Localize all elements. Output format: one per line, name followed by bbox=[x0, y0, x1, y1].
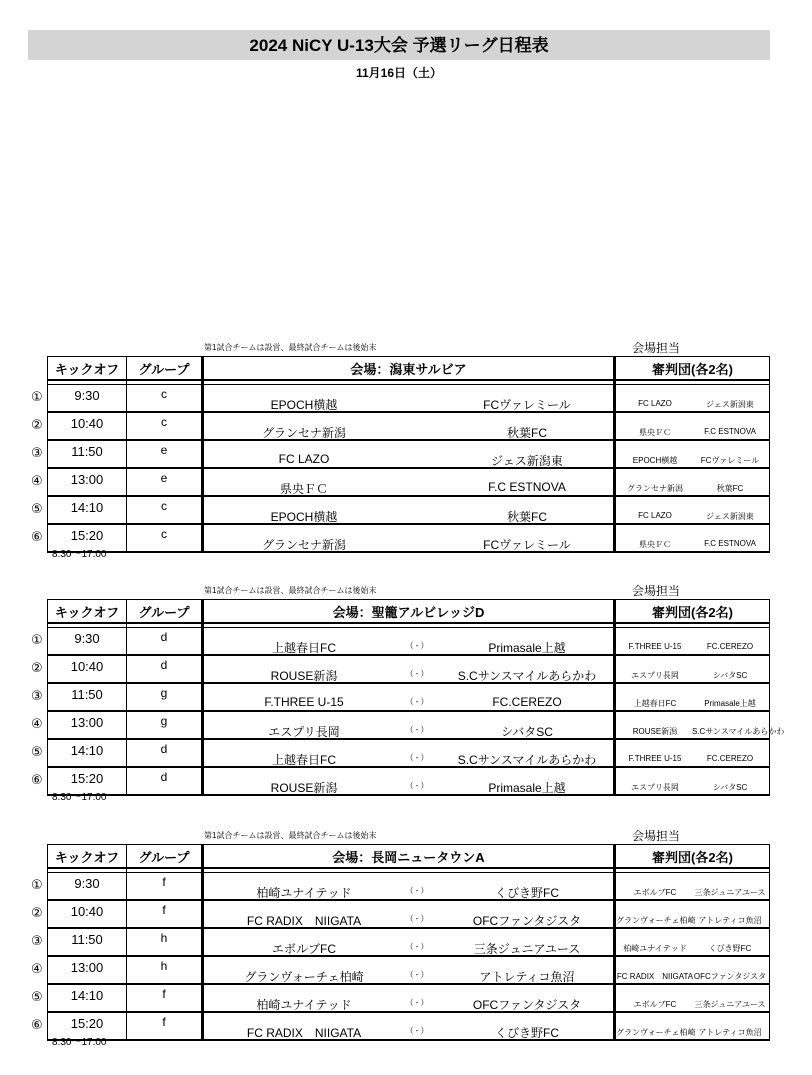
referee-team-1: エボルブFC bbox=[633, 888, 677, 897]
group-letter: h bbox=[127, 956, 203, 984]
referee-team-1: F.THREE U-15 bbox=[628, 754, 682, 763]
kickoff-time: 14:10 bbox=[48, 496, 127, 524]
match-number: ③ bbox=[31, 688, 43, 703]
away-team: FCヴァレミール bbox=[483, 538, 571, 552]
referee-team-1: グランヴォーチェ柏崎 bbox=[616, 916, 696, 925]
home-team: 県央ＦＣ bbox=[279, 482, 328, 496]
score-placeholder: （ - ） bbox=[405, 942, 429, 951]
kickoff-time: 13:00 bbox=[48, 468, 127, 496]
home-team: F.THREE U-15 bbox=[264, 695, 344, 709]
setup-note: 第1試合チームは設営、最終試合チームは後始末 bbox=[204, 343, 377, 352]
header-kickoff: キックオフ bbox=[48, 600, 127, 624]
group-letter: c bbox=[127, 496, 203, 524]
referee-cell bbox=[615, 524, 770, 552]
match-row bbox=[48, 739, 770, 767]
referee-cell bbox=[615, 928, 770, 956]
match-cell bbox=[203, 1012, 615, 1040]
away-team: シバタSC bbox=[501, 725, 553, 739]
kickoff-time: 15:20 bbox=[48, 524, 127, 552]
referee-team-2: FC.CEREZO bbox=[706, 642, 754, 651]
match-row bbox=[48, 440, 770, 468]
kickoff-time: 10:40 bbox=[48, 412, 127, 440]
operating-hours: 8:30～17:00 bbox=[52, 1037, 107, 1048]
referee-team-1: FC LAZO bbox=[638, 511, 672, 520]
away-team: Primasale上越 bbox=[488, 781, 566, 795]
match-cell bbox=[203, 873, 615, 901]
referee-team-1: エスプリ長岡 bbox=[631, 783, 679, 792]
group-letter: c bbox=[127, 385, 203, 413]
header-venue: 会場：潟東サルビア bbox=[203, 357, 615, 381]
match-cell bbox=[203, 524, 615, 552]
away-team: 秋葉FC bbox=[507, 426, 547, 440]
match-row bbox=[48, 711, 770, 739]
page-title: 2024 NiCY U-13大会 予選リーグ日程表 bbox=[28, 30, 770, 60]
kickoff-time: 13:00 bbox=[48, 956, 127, 984]
away-team: アトレティコ魚沼 bbox=[479, 970, 575, 984]
home-team: ROUSE新潟 bbox=[270, 669, 338, 683]
referee-team-1: ROUSE新潟 bbox=[632, 727, 678, 736]
away-team: ジェス新潟東 bbox=[491, 454, 563, 468]
group-letter: f bbox=[127, 873, 203, 901]
home-team: 柏崎ユナイテッド bbox=[256, 998, 352, 1012]
away-team: S.Cサンスマイルあらかわ bbox=[457, 753, 597, 767]
kickoff-time: 10:40 bbox=[48, 655, 127, 683]
home-team: グランセナ新潟 bbox=[261, 426, 346, 440]
match-number: ① bbox=[31, 632, 43, 647]
away-team: S.Cサンスマイルあらかわ bbox=[457, 669, 597, 683]
match-number: ④ bbox=[31, 961, 43, 976]
match-number: ③ bbox=[31, 933, 43, 948]
referee-cell bbox=[615, 767, 770, 795]
referee-cell bbox=[615, 412, 770, 440]
referee-cell bbox=[615, 873, 770, 901]
referee-team-2: Primasale上越 bbox=[704, 699, 756, 708]
venue-section bbox=[0, 585, 812, 815]
group-letter: e bbox=[127, 468, 203, 496]
referee-cell bbox=[615, 956, 770, 984]
match-number: ④ bbox=[31, 473, 43, 488]
referee-cell bbox=[615, 440, 770, 468]
kickoff-time: 15:20 bbox=[48, 1012, 127, 1040]
referee-team-2: アトレティコ魚沼 bbox=[698, 916, 762, 925]
group-letter: h bbox=[127, 928, 203, 956]
match-number: ② bbox=[31, 905, 43, 920]
referee-team-2: FCヴァレミール bbox=[700, 456, 760, 465]
home-team: ROUSE新潟 bbox=[270, 781, 338, 795]
venue-dept-label: 会場担当 bbox=[632, 584, 681, 598]
header-group: グループ bbox=[127, 600, 203, 624]
home-team: 柏崎ユナイテッド bbox=[256, 886, 352, 900]
referee-cell bbox=[615, 496, 770, 524]
match-cell bbox=[203, 711, 615, 739]
away-team: くびき野FC bbox=[495, 1026, 559, 1040]
match-row bbox=[48, 873, 770, 901]
match-row bbox=[48, 496, 770, 524]
referee-team-2: シバタSC bbox=[712, 671, 748, 680]
home-team: 上越春日FC bbox=[272, 641, 336, 655]
match-row bbox=[48, 385, 770, 413]
referee-team-1: グランセナ新潟 bbox=[627, 484, 683, 493]
referee-team-2: 三条ジュニアユース bbox=[694, 888, 766, 897]
match-row bbox=[48, 628, 770, 656]
referee-team-1: グランヴォーチェ柏崎 bbox=[616, 1028, 696, 1037]
home-team: エスプリ長岡 bbox=[268, 725, 340, 739]
header-venue: 会場：長岡ニュータウンA bbox=[203, 845, 615, 869]
header-kickoff: キックオフ bbox=[48, 845, 127, 869]
referee-cell bbox=[615, 655, 770, 683]
match-cell bbox=[203, 984, 615, 1012]
referee-team-1: 柏崎ユナイテッド bbox=[623, 944, 687, 953]
setup-note: 第1試合チームは設営、最終試合チームは後始末 bbox=[204, 831, 377, 840]
score-placeholder: （ - ） bbox=[405, 970, 429, 979]
match-cell bbox=[203, 655, 615, 683]
group-letter: g bbox=[127, 711, 203, 739]
kickoff-time: 9:30 bbox=[48, 385, 127, 413]
referee-team-2: シバタSC bbox=[712, 783, 748, 792]
match-cell bbox=[203, 412, 615, 440]
home-team: EPOCH横越 bbox=[270, 510, 338, 524]
schedule-table bbox=[47, 356, 770, 553]
score-placeholder: （ - ） bbox=[405, 641, 429, 650]
referee-team-2: くびき野FC bbox=[708, 944, 752, 953]
group-letter: c bbox=[127, 412, 203, 440]
referee-team-2: OFCファンタジスタ bbox=[693, 972, 767, 981]
group-letter: e bbox=[127, 440, 203, 468]
score-placeholder: （ - ） bbox=[405, 886, 429, 895]
header-venue: 会場：聖籠アルビレッジD bbox=[203, 600, 615, 624]
referee-team-2: F.C ESTNOVA bbox=[704, 539, 756, 548]
header-group: グループ bbox=[127, 357, 203, 381]
match-number: ① bbox=[31, 389, 43, 404]
away-team: OFCファンタジスタ bbox=[472, 998, 582, 1012]
match-row bbox=[48, 928, 770, 956]
away-team: 三条ジュニアユース bbox=[473, 942, 581, 956]
home-team: グランヴォーチェ柏崎 bbox=[244, 970, 364, 984]
referee-cell bbox=[615, 984, 770, 1012]
match-cell bbox=[203, 628, 615, 656]
kickoff-time: 14:10 bbox=[48, 739, 127, 767]
away-team: FCヴァレミール bbox=[483, 398, 571, 412]
score-placeholder: （ - ） bbox=[405, 914, 429, 923]
match-row bbox=[48, 655, 770, 683]
home-team: FC LAZO bbox=[278, 452, 330, 466]
match-number: ⑤ bbox=[31, 744, 43, 759]
match-number: ⑥ bbox=[31, 529, 43, 544]
referee-team-1: 県央ＦＣ bbox=[639, 540, 671, 549]
match-cell bbox=[203, 683, 615, 711]
match-number: ③ bbox=[31, 445, 43, 460]
schedule-table bbox=[47, 599, 785, 796]
match-number: ⑤ bbox=[31, 501, 43, 516]
header-referee: 審判団(各2名) bbox=[615, 845, 770, 869]
group-letter: d bbox=[127, 767, 203, 795]
match-row bbox=[48, 524, 770, 552]
kickoff-time: 9:30 bbox=[48, 628, 127, 656]
referee-team-1: FC LAZO bbox=[638, 399, 672, 408]
away-team: FC.CEREZO bbox=[492, 695, 562, 709]
kickoff-time: 11:50 bbox=[48, 440, 127, 468]
referee-team-2: FC.CEREZO bbox=[706, 754, 754, 763]
match-row bbox=[48, 984, 770, 1012]
referee-team-2: アトレティコ魚沼 bbox=[698, 1028, 762, 1037]
home-team: FC RADIX NIIGATA bbox=[246, 1026, 362, 1040]
referee-team-1: エスプリ長岡 bbox=[631, 671, 679, 680]
referee-cell bbox=[615, 628, 770, 656]
match-number: ④ bbox=[31, 716, 43, 731]
venue-section bbox=[0, 342, 812, 572]
match-number: ⑥ bbox=[31, 772, 43, 787]
referee-cell bbox=[615, 711, 785, 739]
referee-team-2: ジェス新潟東 bbox=[706, 512, 754, 521]
kickoff-time: 11:50 bbox=[48, 928, 127, 956]
header-referee: 審判団(各2名) bbox=[615, 357, 770, 381]
header-group: グループ bbox=[127, 845, 203, 869]
venue-dept-label: 会場担当 bbox=[632, 341, 681, 355]
score-placeholder: （ - ） bbox=[405, 697, 429, 706]
home-team: グランセナ新潟 bbox=[261, 538, 346, 552]
match-cell bbox=[203, 956, 615, 984]
referee-cell bbox=[615, 385, 770, 413]
header-referee: 審判団(各2名) bbox=[615, 600, 770, 624]
match-number: ⑤ bbox=[31, 989, 43, 1004]
match-cell bbox=[203, 900, 615, 928]
match-row bbox=[48, 412, 770, 440]
group-letter: d bbox=[127, 628, 203, 656]
kickoff-time: 10:40 bbox=[48, 900, 127, 928]
match-number: ① bbox=[31, 877, 43, 892]
match-cell bbox=[203, 739, 615, 767]
group-letter: f bbox=[127, 984, 203, 1012]
referee-team-1: FC RADIX NIIGATA bbox=[616, 972, 694, 981]
schedule-date: 11月16日（土） bbox=[355, 66, 443, 80]
referee-team-1: エボルブFC bbox=[633, 1000, 677, 1009]
score-placeholder: （ - ） bbox=[405, 1026, 429, 1035]
match-row bbox=[48, 683, 770, 711]
header-kickoff: キックオフ bbox=[48, 357, 127, 381]
group-letter: d bbox=[127, 739, 203, 767]
match-row bbox=[48, 956, 770, 984]
match-number: ② bbox=[31, 660, 43, 675]
referee-team-2: F.C ESTNOVA bbox=[704, 427, 756, 436]
score-placeholder: （ - ） bbox=[405, 669, 429, 678]
home-team: EPOCH横越 bbox=[270, 398, 338, 412]
kickoff-time: 9:30 bbox=[48, 873, 127, 901]
referee-team-2: 三条ジュニアユース bbox=[694, 1000, 766, 1009]
away-team: OFCファンタジスタ bbox=[472, 914, 582, 928]
referee-team-1: 上越春日FC bbox=[633, 699, 677, 708]
home-team: エボルブFC bbox=[272, 942, 336, 956]
operating-hours: 8:30～17:00 bbox=[52, 792, 107, 803]
referee-team-2: S.Cサンスマイルあらかわ bbox=[692, 727, 785, 736]
group-letter: d bbox=[127, 655, 203, 683]
referee-team-1: 県央ＦＣ bbox=[639, 428, 671, 437]
score-placeholder: （ - ） bbox=[405, 725, 429, 734]
kickoff-time: 13:00 bbox=[48, 711, 127, 739]
score-placeholder: （ - ） bbox=[405, 998, 429, 1007]
match-cell bbox=[203, 440, 615, 468]
away-team: くびき野FC bbox=[495, 886, 559, 900]
match-cell bbox=[203, 496, 615, 524]
match-row bbox=[48, 900, 770, 928]
referee-cell bbox=[615, 739, 770, 767]
kickoff-time: 14:10 bbox=[48, 984, 127, 1012]
match-number: ⑥ bbox=[31, 1017, 43, 1032]
setup-note: 第1試合チームは設営、最終試合チームは後始末 bbox=[204, 586, 377, 595]
group-letter: g bbox=[127, 683, 203, 711]
group-letter: f bbox=[127, 900, 203, 928]
referee-team-2: ジェス新潟東 bbox=[706, 400, 754, 409]
referee-cell bbox=[615, 468, 770, 496]
referee-team-2: 秋葉FC bbox=[716, 484, 744, 493]
match-cell bbox=[203, 928, 615, 956]
operating-hours: 8:30～17:00 bbox=[52, 549, 107, 560]
away-team: F.C ESTNOVA bbox=[488, 480, 566, 494]
referee-team-1: EPOCH横越 bbox=[632, 456, 678, 465]
venue-section bbox=[0, 830, 812, 1060]
match-row bbox=[48, 767, 770, 795]
score-placeholder: （ - ） bbox=[405, 781, 429, 790]
venue-dept-label: 会場担当 bbox=[632, 829, 681, 843]
home-team: 上越春日FC bbox=[272, 753, 336, 767]
group-letter: f bbox=[127, 1012, 203, 1040]
kickoff-time: 11:50 bbox=[48, 683, 127, 711]
referee-cell bbox=[615, 900, 770, 928]
match-row bbox=[48, 1012, 770, 1040]
home-team: FC RADIX NIIGATA bbox=[246, 914, 362, 928]
group-letter: c bbox=[127, 524, 203, 552]
match-number: ② bbox=[31, 417, 43, 432]
match-row bbox=[48, 468, 770, 496]
match-cell bbox=[203, 468, 615, 496]
referee-cell bbox=[615, 683, 770, 711]
match-cell bbox=[203, 767, 615, 795]
away-team: Primasale上越 bbox=[488, 641, 566, 655]
schedule-table bbox=[47, 844, 770, 1041]
match-cell bbox=[203, 385, 615, 413]
referee-cell bbox=[615, 1012, 770, 1040]
score-placeholder: （ - ） bbox=[405, 753, 429, 762]
kickoff-time: 15:20 bbox=[48, 767, 127, 795]
away-team: 秋葉FC bbox=[507, 510, 547, 524]
referee-team-1: F.THREE U-15 bbox=[628, 642, 682, 651]
